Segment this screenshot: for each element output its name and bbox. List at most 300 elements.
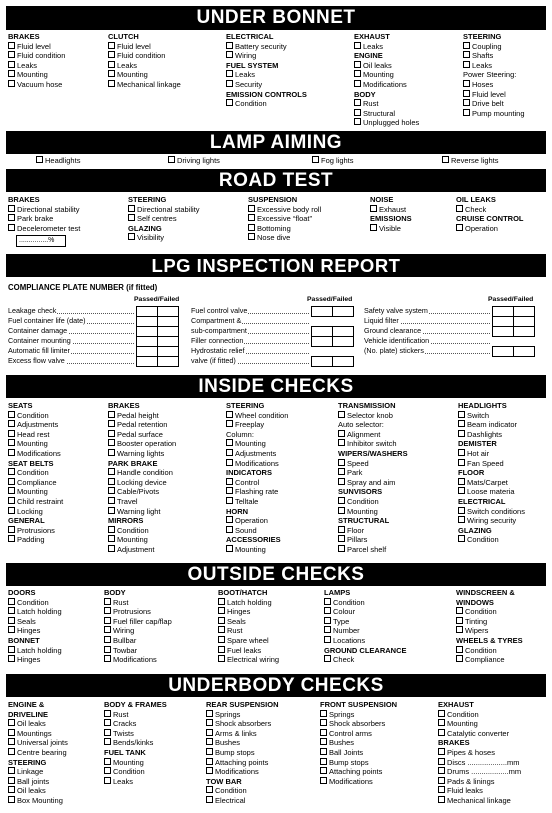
checkbox[interactable] [8, 655, 15, 662]
checkbox[interactable] [108, 411, 115, 418]
checklist-item [8, 507, 63, 517]
group-heading: REAR SUSPENSION [206, 700, 279, 709]
checkbox[interactable] [248, 233, 255, 240]
outside-checks-section [8, 588, 546, 670]
checkbox[interactable] [104, 617, 111, 624]
checkbox[interactable] [104, 738, 111, 745]
checkbox[interactable] [456, 607, 463, 614]
checkbox[interactable] [8, 626, 15, 633]
checkbox[interactable] [108, 507, 115, 514]
checkbox[interactable] [438, 748, 445, 755]
checkbox[interactable] [324, 636, 331, 643]
checkbox[interactable] [456, 655, 463, 662]
checkbox[interactable] [8, 748, 15, 755]
checkbox[interactable] [226, 497, 233, 504]
checkbox[interactable] [8, 420, 15, 427]
checklist-item-label: Operation [465, 223, 498, 233]
checklist-item-label: Pedal surface [117, 429, 163, 439]
checklist-item [104, 607, 172, 617]
checkbox[interactable] [438, 729, 445, 736]
checkbox[interactable] [8, 61, 15, 68]
group-heading: TRANSMISSION [338, 401, 396, 410]
checkbox[interactable] [226, 70, 233, 77]
checkbox[interactable] [354, 118, 361, 125]
checkbox[interactable] [8, 430, 15, 437]
checkbox[interactable] [458, 535, 465, 542]
checklist-item-label: Oil leaks [363, 60, 392, 70]
checkbox[interactable] [8, 42, 15, 49]
checkbox[interactable] [338, 535, 345, 542]
checklist-item [8, 420, 63, 430]
checklist-item-label: Arms & links [215, 728, 257, 738]
checkbox[interactable] [128, 214, 135, 221]
checkbox[interactable] [104, 598, 111, 605]
checklist-item [463, 109, 525, 119]
checkbox[interactable] [8, 777, 15, 784]
checkbox[interactable] [168, 156, 175, 163]
checkbox[interactable] [458, 449, 465, 456]
checkbox[interactable] [438, 796, 445, 803]
checkbox[interactable] [226, 80, 233, 87]
checkbox[interactable] [338, 526, 345, 533]
inside-checks-title-bar [6, 375, 546, 398]
checkbox[interactable] [324, 607, 331, 614]
checklist-item [456, 205, 524, 215]
checklist-item-label: Mechanical linkage [117, 79, 181, 89]
decelerometer-percent-field[interactable]: ...............% [16, 235, 66, 247]
checklist-item [320, 738, 397, 748]
checkbox[interactable] [458, 478, 465, 485]
checklist-item [338, 497, 408, 507]
checkbox[interactable] [458, 516, 465, 523]
checkbox[interactable] [8, 598, 15, 605]
checkbox[interactable] [206, 738, 213, 745]
checkbox[interactable] [463, 51, 470, 58]
checkbox[interactable] [8, 535, 15, 542]
checklist-item [458, 535, 525, 545]
checkbox[interactable] [8, 80, 15, 87]
group-heading: STEERING [128, 195, 167, 204]
checkbox[interactable] [226, 516, 233, 523]
checkbox[interactable] [8, 646, 15, 653]
checklist-item-label: Pedal height [117, 410, 159, 420]
checkbox[interactable] [458, 430, 465, 437]
checklist-item-label: Fluid condition [17, 51, 66, 61]
checklist-item [218, 607, 279, 617]
checkbox[interactable] [8, 224, 15, 231]
checklist-item-label: Speed [347, 458, 369, 468]
checkbox[interactable] [320, 777, 327, 784]
checkbox[interactable] [338, 545, 345, 552]
checklist-item [456, 626, 523, 636]
inside-checks-column [8, 401, 63, 545]
checklist-item [320, 748, 397, 758]
checkbox[interactable] [463, 99, 470, 106]
checkbox[interactable] [8, 70, 15, 77]
outside-checks-column [218, 588, 279, 665]
compliance-plate-label: COMPLIANCE PLATE NUMBER (if fitted) [8, 283, 158, 292]
checkbox[interactable] [226, 411, 233, 418]
checkbox[interactable] [226, 42, 233, 49]
lpg-row [191, 316, 355, 326]
checkbox[interactable] [108, 468, 115, 475]
checklist-item [206, 719, 279, 729]
checkbox[interactable] [320, 748, 327, 755]
under-bonnet-column [354, 32, 419, 128]
checklist-item [226, 420, 288, 430]
checklist-item [226, 526, 288, 536]
checklist-item [8, 42, 65, 52]
checkbox[interactable] [218, 646, 225, 653]
checkbox[interactable] [438, 767, 445, 774]
checkbox[interactable] [104, 626, 111, 633]
lpg-item-label: Container damage [8, 326, 68, 335]
checkbox[interactable] [320, 767, 327, 774]
lpg-row [8, 326, 184, 336]
checkbox[interactable] [128, 205, 135, 212]
checklist-item-label: Vacuum hose [17, 79, 63, 89]
checkbox[interactable] [438, 777, 445, 784]
failed-box[interactable] [513, 346, 535, 357]
group-heading: MIRRORS [108, 516, 144, 526]
inside-checks-section [8, 401, 546, 559]
checkbox[interactable] [8, 526, 15, 533]
under-bonnet-column [8, 32, 65, 90]
checkbox[interactable] [104, 646, 111, 653]
checkbox[interactable] [104, 758, 111, 765]
checkbox[interactable] [338, 430, 345, 437]
checklist-item-label: Modifications [329, 776, 373, 786]
checkbox[interactable] [226, 51, 233, 58]
checkbox[interactable] [218, 617, 225, 624]
checkbox[interactable] [458, 411, 465, 418]
checkbox[interactable] [108, 439, 115, 446]
lamp-aiming-title: LAMP AIMING [209, 132, 343, 153]
lpg-item-label: Liquid filter [364, 316, 399, 325]
checklist-item-label: Excessive “float” [257, 214, 313, 224]
checkbox[interactable] [8, 411, 15, 418]
checkbox[interactable] [463, 109, 470, 116]
checkbox[interactable] [438, 710, 445, 717]
checkbox[interactable] [354, 80, 361, 87]
checkbox[interactable] [206, 710, 213, 717]
checkbox[interactable] [8, 205, 15, 212]
checklist-item [226, 51, 307, 61]
checkbox[interactable] [8, 449, 15, 456]
checklist-item-label: Electrical [215, 795, 246, 805]
checkbox[interactable] [8, 214, 15, 221]
checklist-item-label: Dashlights [467, 429, 503, 439]
checkbox[interactable] [338, 459, 345, 466]
checkbox[interactable] [226, 478, 233, 485]
lpg-row [364, 336, 544, 346]
checklist-item-label: Condition [467, 535, 499, 545]
checkbox[interactable] [226, 420, 233, 427]
checkbox[interactable] [226, 487, 233, 494]
checkbox[interactable] [312, 156, 319, 163]
checklist-item-label: Seals [17, 616, 36, 626]
checkbox[interactable] [108, 478, 115, 485]
checkbox[interactable] [8, 738, 15, 745]
checkbox[interactable] [8, 786, 15, 793]
passed-box[interactable] [136, 356, 158, 367]
checklist-item-label: Attaching points [329, 767, 383, 777]
checkbox[interactable] [8, 468, 15, 475]
checklist-item-label: Mounting [235, 439, 266, 449]
checklist-item [438, 748, 521, 758]
checklist-item [8, 70, 65, 80]
checkbox[interactable] [438, 786, 445, 793]
checkbox[interactable] [320, 719, 327, 726]
checkbox[interactable] [456, 617, 463, 624]
checklist-item [8, 535, 63, 545]
checkbox[interactable] [456, 224, 463, 231]
checkbox[interactable] [108, 545, 115, 552]
road-test-column [128, 195, 200, 243]
checklist-item-label: Mounting [17, 439, 48, 449]
checklist-item-label: Padding [17, 535, 45, 545]
checklist-item [108, 80, 181, 90]
checkbox[interactable] [442, 156, 449, 163]
lpg-row [191, 336, 355, 346]
checkbox[interactable] [8, 51, 15, 58]
checkbox[interactable] [104, 719, 111, 726]
checklist-item [8, 411, 63, 421]
checklist-item [8, 449, 63, 459]
checkbox[interactable] [226, 99, 233, 106]
checkbox[interactable] [458, 487, 465, 494]
checklist-item-label: Hinges [227, 607, 251, 617]
checklist-item-label: Pads & linings [447, 776, 495, 786]
checkbox[interactable] [108, 535, 115, 542]
checkbox[interactable] [108, 526, 115, 533]
checkbox[interactable] [354, 109, 361, 116]
checkbox[interactable] [206, 767, 213, 774]
checklist-item [206, 796, 279, 806]
checkbox[interactable] [206, 796, 213, 803]
checkbox[interactable] [456, 626, 463, 633]
checklist-item-label: Locations [333, 635, 366, 645]
checkbox[interactable] [324, 598, 331, 605]
checkbox[interactable] [36, 156, 43, 163]
checkbox[interactable] [108, 497, 115, 504]
checklist-item [248, 224, 321, 234]
lpg-item-label: Container mounting [8, 336, 71, 345]
checkbox[interactable] [8, 719, 15, 726]
checklist-item [8, 598, 62, 608]
checkbox[interactable] [108, 80, 115, 87]
checkbox[interactable] [104, 636, 111, 643]
checkbox[interactable] [354, 99, 361, 106]
checklist-item-label: Mounting [235, 544, 266, 554]
checklist-item [8, 526, 63, 536]
checkbox[interactable] [128, 233, 135, 240]
checkbox[interactable] [104, 767, 111, 774]
checkbox[interactable] [458, 459, 465, 466]
checkbox[interactable] [320, 738, 327, 745]
road-test-title: ROAD TEST [218, 170, 334, 191]
lpg-item-label: Vehicle identification [364, 336, 430, 345]
checkbox[interactable] [320, 710, 327, 717]
checklist-item [438, 710, 521, 720]
checklist-item-label: Decelerometer test [17, 223, 81, 233]
checklist-item [438, 758, 521, 768]
checkbox[interactable] [104, 729, 111, 736]
checkbox[interactable] [463, 61, 470, 68]
checkbox[interactable] [248, 224, 255, 231]
checkbox[interactable] [456, 205, 463, 212]
checklist-item-label: Condition [17, 410, 49, 420]
checklist-item [218, 646, 279, 656]
checkbox[interactable] [8, 607, 15, 614]
checkbox[interactable] [338, 497, 345, 504]
checklist-item-label: Check [465, 204, 487, 214]
checkbox[interactable] [8, 767, 15, 774]
checklist-item-label: Condition [447, 709, 479, 719]
checklist-item [463, 80, 525, 90]
checkbox[interactable] [324, 617, 331, 624]
checkbox[interactable] [370, 205, 377, 212]
checkbox[interactable] [8, 796, 15, 803]
checkbox[interactable] [226, 449, 233, 456]
checkbox[interactable] [248, 205, 255, 212]
checkbox[interactable] [338, 439, 345, 446]
checklist-item [226, 459, 288, 469]
checkbox[interactable] [8, 729, 15, 736]
under-bonnet-title: UNDER BONNET [196, 7, 356, 28]
checkbox[interactable] [218, 607, 225, 614]
checkbox[interactable] [104, 777, 111, 784]
checkbox[interactable] [206, 719, 213, 726]
checklist-item [108, 411, 176, 421]
checkbox[interactable] [438, 758, 445, 765]
checkbox[interactable] [354, 61, 361, 68]
lpg-item-label: (No. plate) stickers [364, 346, 424, 355]
inside-checks-column [338, 401, 408, 555]
checklist-item-label: Mounting [363, 70, 394, 80]
outside-checks-column [8, 588, 62, 665]
checklist-item-label: Wheel condition [235, 410, 289, 420]
checkbox[interactable] [108, 449, 115, 456]
failed-box[interactable] [332, 356, 354, 367]
checkbox[interactable] [8, 487, 15, 494]
checklist-item [338, 411, 408, 421]
checklist-item-label: Compliance [465, 655, 505, 665]
checkbox[interactable] [218, 636, 225, 643]
checklist-item-label: Electrical wiring [227, 655, 280, 665]
checkbox[interactable] [206, 748, 213, 755]
checkbox[interactable] [108, 51, 115, 58]
checklist-item-label: Ball Joints [329, 747, 364, 757]
checklist-item [104, 758, 167, 768]
failed-box[interactable] [157, 356, 179, 367]
checkbox[interactable] [226, 526, 233, 533]
checkbox[interactable] [324, 626, 331, 633]
checkbox[interactable] [206, 786, 213, 793]
checkbox[interactable] [338, 411, 345, 418]
checkbox[interactable] [458, 420, 465, 427]
checklist-item-label: Rust [363, 99, 379, 109]
checklist-item-label: Bushes [215, 738, 241, 748]
checkbox[interactable] [8, 507, 15, 514]
checkbox[interactable] [206, 729, 213, 736]
checkbox[interactable] [320, 729, 327, 736]
checkbox[interactable] [248, 214, 255, 221]
checkbox[interactable] [218, 598, 225, 605]
checkbox[interactable] [218, 626, 225, 633]
checkbox[interactable] [218, 655, 225, 662]
checkbox[interactable] [108, 430, 115, 437]
checkbox[interactable] [8, 617, 15, 624]
checkbox[interactable] [226, 439, 233, 446]
checklist-item [320, 777, 397, 787]
checkbox[interactable] [108, 42, 115, 49]
checkbox[interactable] [438, 719, 445, 726]
checkbox[interactable] [108, 487, 115, 494]
checkbox[interactable] [108, 420, 115, 427]
passed-box[interactable] [492, 346, 514, 357]
checkbox[interactable] [338, 507, 345, 514]
lpg-item-label: valve (if fitted) [191, 356, 236, 365]
checkbox[interactable] [104, 607, 111, 614]
checkbox[interactable] [206, 758, 213, 765]
checklist-item-label: Excessive body roll [257, 204, 322, 214]
checkbox[interactable] [8, 478, 15, 485]
checklist-item-label: Mountings [17, 728, 52, 738]
checklist-item-label: Bump stops [215, 747, 255, 757]
checklist-item [206, 767, 279, 777]
checkbox[interactable] [463, 42, 470, 49]
checkbox[interactable] [8, 439, 15, 446]
checkbox[interactable] [324, 655, 331, 662]
checkbox[interactable] [456, 646, 463, 653]
checklist-item [108, 51, 181, 61]
checklist-item-label: Condition [17, 468, 49, 478]
outside-checks-column [324, 588, 407, 665]
checkbox[interactable] [370, 224, 377, 231]
checkbox[interactable] [108, 70, 115, 77]
lamp-aiming-label: Driving lights [177, 156, 220, 165]
checklist-item-label: Structural [363, 108, 396, 118]
checkbox[interactable] [463, 80, 470, 87]
checklist-item [8, 748, 68, 758]
checkbox[interactable] [338, 478, 345, 485]
outside-checks-title-bar [6, 563, 546, 586]
checklist-item-label: Mounting [17, 487, 48, 497]
checklist-item [320, 729, 397, 739]
checkbox[interactable] [463, 90, 470, 97]
checkbox[interactable] [320, 758, 327, 765]
checkbox[interactable] [108, 61, 115, 68]
checklist-item [324, 607, 407, 617]
checklist-item-label: Latch holding [227, 597, 272, 607]
road-test-title-bar [6, 169, 546, 192]
checkbox[interactable] [104, 655, 111, 662]
checkbox[interactable] [226, 459, 233, 466]
checklist-item [370, 205, 412, 215]
checkbox[interactable] [104, 710, 111, 717]
checkbox[interactable] [354, 70, 361, 77]
checklist-item [108, 478, 176, 488]
checkbox[interactable] [354, 42, 361, 49]
checkbox[interactable] [8, 497, 15, 504]
checkbox[interactable] [338, 468, 345, 475]
checkbox[interactable] [226, 545, 233, 552]
checklist-item [108, 439, 176, 449]
passed-box[interactable] [311, 356, 333, 367]
checkbox[interactable] [458, 507, 465, 514]
underbody-checks-title: UNDERBODY CHECKS [168, 675, 384, 696]
